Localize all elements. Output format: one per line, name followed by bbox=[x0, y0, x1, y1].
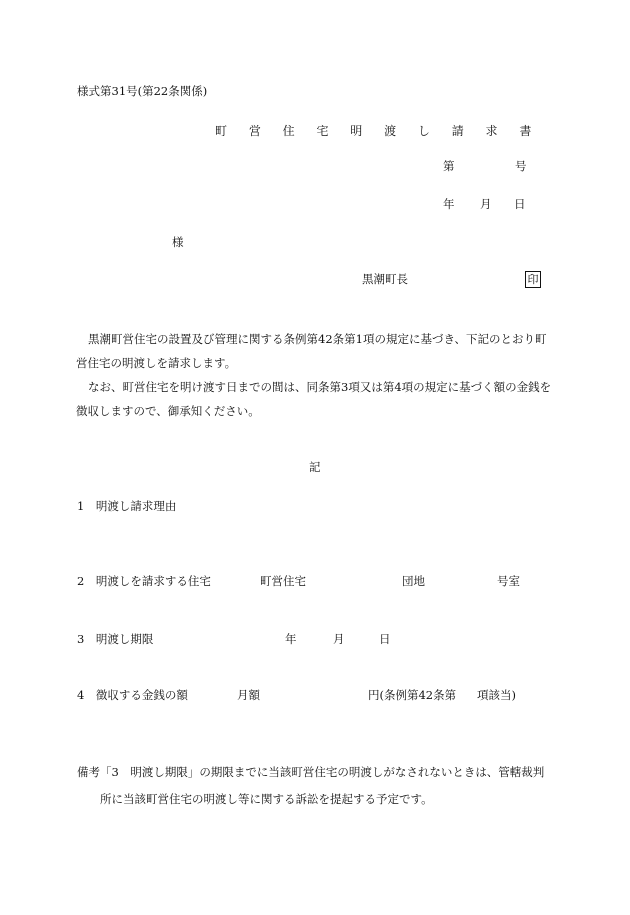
seal-mark: 印 bbox=[525, 271, 541, 288]
body-text bbox=[76, 327, 556, 423]
item-4-clause: 項該当) bbox=[477, 688, 516, 702]
item-2-housing: 町営住宅 bbox=[260, 574, 306, 588]
item-4-yen: 円(条例第42条第 bbox=[368, 688, 457, 702]
item-2-complex: 団地 bbox=[402, 574, 425, 588]
sender-name: 黒潮町長 bbox=[362, 272, 408, 286]
body-paragraph-2: なお、町営住宅を明け渡す日までの間は、同条第3項又は第4項の規定に基づく額の金銭を徴収しますので、御承知ください。 bbox=[76, 380, 552, 418]
item-2-label: 2 明渡しを請求する住宅 bbox=[77, 574, 211, 588]
item-4-monthly: 月額 bbox=[237, 688, 260, 702]
item-2-room: 号室 bbox=[497, 574, 520, 588]
document-title: 町 営 住 宅 明 渡 し 請 求 書 bbox=[215, 124, 541, 138]
ki-heading: 記 bbox=[309, 460, 321, 474]
date-month: 月 bbox=[480, 197, 492, 211]
form-number: 様式第31号(第22条関係) bbox=[77, 84, 208, 98]
remarks-line-2: 所に当該町営住宅の明渡し等に関する訴訟を提起する予定です。 bbox=[100, 792, 433, 806]
body-paragraph-1: 黒潮町営住宅の設置及び管理に関する条例第42条第1項の規定に基づき、下記のとおり町営住宅の明渡しを請求します。 bbox=[76, 332, 547, 370]
addressee-honorific: 様 bbox=[172, 235, 184, 249]
item-3-label: 3 明渡し期限 bbox=[77, 632, 154, 646]
date-day: 日 bbox=[514, 197, 526, 211]
item-3-day: 日 bbox=[379, 632, 391, 646]
date-year: 年 bbox=[443, 197, 455, 211]
item-3-month: 月 bbox=[333, 632, 345, 646]
item-1-label: 1 明渡し請求理由 bbox=[77, 499, 177, 513]
doc-number-suffix: 号 bbox=[515, 159, 527, 173]
item-4-label: 4 徴収する金銭の額 bbox=[77, 688, 188, 702]
doc-number-prefix: 第 bbox=[443, 159, 455, 173]
item-3-year: 年 bbox=[285, 632, 297, 646]
remarks-line-1: 備考「3 明渡し期限」の期限までに当該町営住宅の明渡しがなされないときは、管轄裁判 bbox=[77, 765, 545, 779]
